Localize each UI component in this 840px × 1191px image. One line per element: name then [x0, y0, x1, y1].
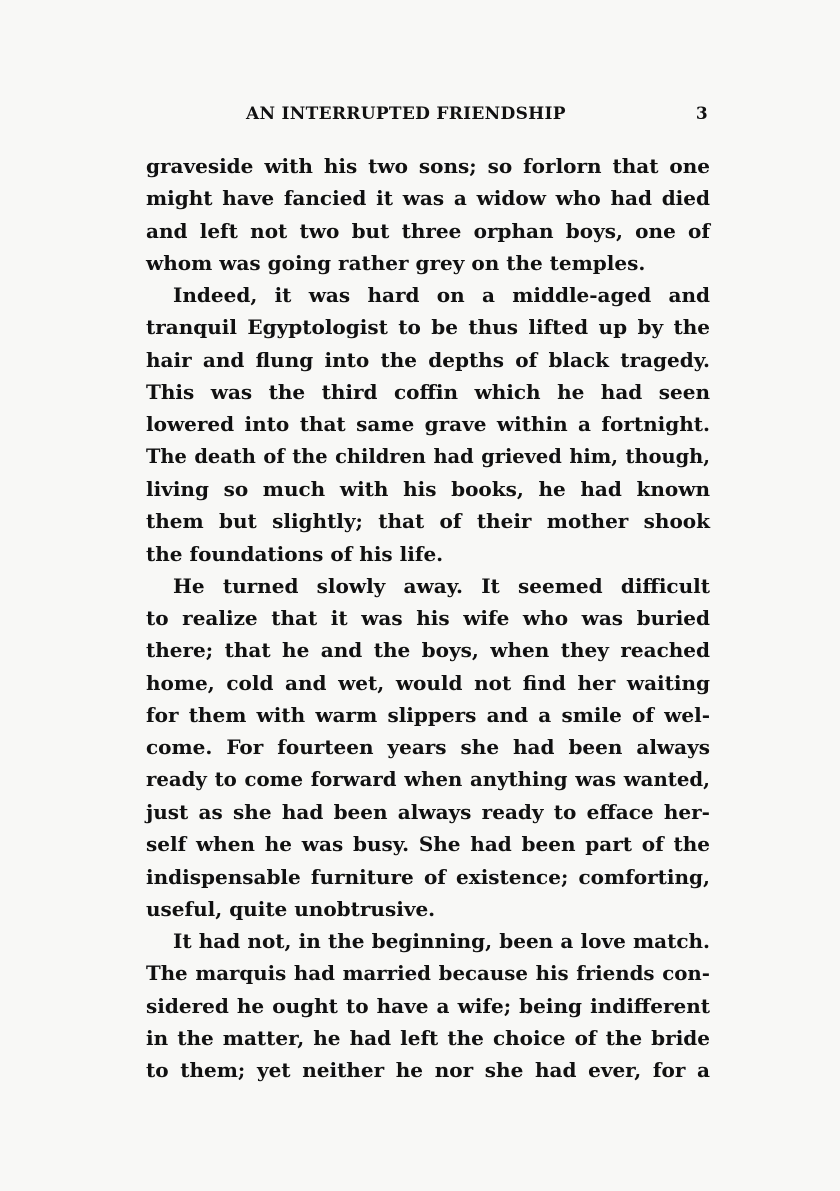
text-line: living so much with his books, he had known: [146, 476, 710, 501]
text-line: to them; yet neither he nor she had ever, for a: [146, 1058, 710, 1083]
running-title: AN INTERRUPTED FRIENDSHIP: [246, 104, 566, 124]
text-line: come. For fourteen years she had been always: [146, 735, 710, 760]
paragraph-start-line: Indeed, it was hard on a middle-aged and: [173, 283, 710, 308]
text-line: useful, quite unobtrusive.: [146, 896, 436, 921]
paragraph-start-line: It had not, in the beginning, been a love match.: [173, 929, 710, 954]
text-line: might have fancied it was a widow who had died: [146, 186, 710, 211]
text-line: The death of the children had grieved him, though,: [146, 444, 710, 468]
text-line: This was the third coffin which he had seen: [146, 380, 710, 405]
text-line: sidered he ought to have a wife; being indifferent: [146, 993, 710, 1018]
text-line: the foundations of his life.: [146, 541, 444, 566]
text-line: just as she had been always ready to efface her-: [146, 799, 710, 824]
running-header: [146, 104, 710, 130]
text-line: lowered into that same grave within a fortnight.: [146, 412, 710, 437]
page-number: 3: [695, 104, 708, 124]
paragraph-start-line: He turned slowly away. It seemed difficult: [173, 573, 710, 598]
text-line: indispensable furniture of existence; comforting,: [146, 864, 710, 889]
text-line: graveside with his two sons; so forlorn that one: [146, 154, 710, 178]
text-line: and left not two but three orphan boys, one of: [146, 218, 710, 243]
text-line: them but slightly; that of their mother shook: [146, 509, 710, 534]
text-line: for them with warm slippers and a smile of wel-: [146, 703, 710, 728]
text-line: there; that he and the boys, when they reached: [146, 638, 710, 663]
text-line: tranquil Egyptologist to be thus lifted up by the: [146, 315, 710, 340]
text-line: hair and flung into the depths of black tragedy.: [146, 347, 710, 372]
text-line: ready to come forward when anything was wanted,: [146, 767, 710, 791]
text-line: whom was going rather grey on the temples.: [146, 250, 646, 275]
text-line: The marquis had married because his friends con-: [146, 961, 710, 986]
text-line: home, cold and wet, would not find her waiting: [146, 670, 710, 695]
text-line: in the matter, he had left the choice of the bride: [146, 1026, 710, 1051]
body-text: [146, 150, 710, 1087]
text-line: self when he was busy. She had been part of the: [146, 832, 710, 857]
text-line: to realize that it was his wife who was buried: [146, 606, 710, 631]
